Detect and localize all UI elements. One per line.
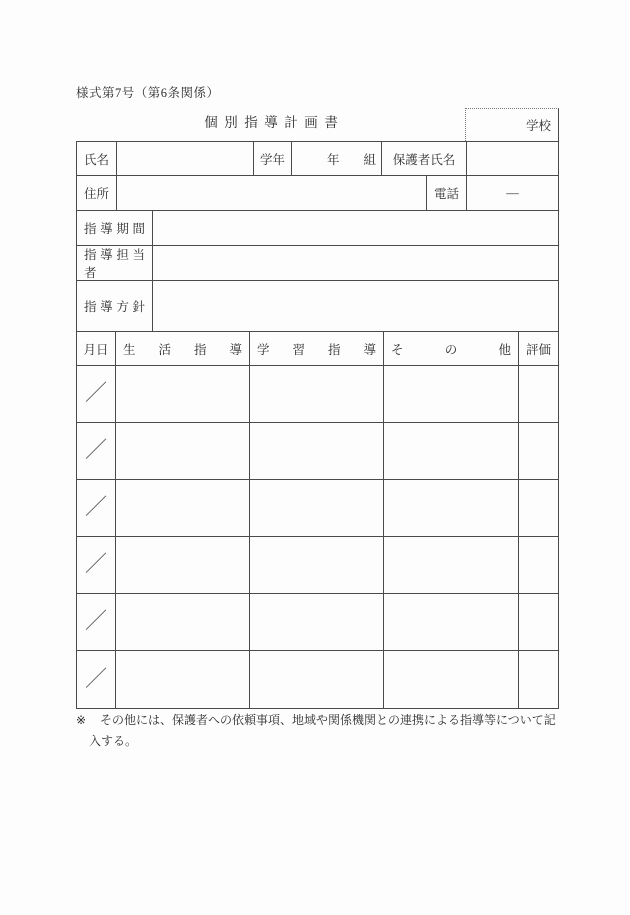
life-guidance-cell	[116, 594, 250, 650]
row-policy	[77, 281, 558, 332]
header-study-guidance: 学習指導	[250, 332, 384, 365]
other-cell	[384, 366, 519, 422]
date-slash-mark: ／	[84, 494, 107, 519]
date-cell	[77, 423, 116, 479]
form-code: 様式第7号（第6条関係）	[76, 86, 220, 100]
study-guidance-cell	[250, 537, 384, 593]
period-field	[153, 211, 558, 245]
log-row	[77, 423, 558, 480]
evaluation-cell	[519, 537, 558, 593]
date-cell	[77, 594, 116, 650]
other-cell	[384, 537, 519, 593]
footnote	[76, 710, 568, 752]
policy-field	[153, 281, 558, 331]
header-other: その他	[384, 332, 519, 365]
log-row	[77, 366, 558, 423]
school-label: 学校	[525, 119, 551, 133]
page-title: 個別指導計画書	[204, 115, 345, 130]
other-cell	[384, 480, 519, 536]
date-cell	[77, 480, 116, 536]
date-cell	[77, 366, 116, 422]
evaluation-cell	[519, 480, 558, 536]
date-slash-mark: ／	[84, 437, 107, 462]
other-cell	[384, 594, 519, 650]
other-cell	[384, 651, 519, 708]
log-header-row	[77, 332, 558, 366]
guardian-field	[467, 142, 558, 175]
study-guidance-cell	[250, 651, 384, 708]
grade-label: 学年	[254, 142, 292, 175]
period-label: 指導期間	[77, 211, 153, 245]
other-cell	[384, 423, 519, 479]
row-name	[77, 142, 558, 176]
row-period	[77, 211, 558, 246]
life-guidance-cell	[116, 423, 250, 479]
study-guidance-cell	[250, 480, 384, 536]
staff-label: 指導担当者	[77, 246, 153, 280]
log-row	[77, 537, 558, 594]
phone-field: —	[506, 185, 519, 200]
staff-field	[153, 246, 558, 280]
row-address	[77, 176, 558, 211]
date-cell	[77, 537, 116, 593]
school-box	[465, 108, 559, 141]
name-label: 氏名	[77, 142, 117, 175]
header-date: 月日	[77, 332, 116, 365]
year-class-field	[292, 142, 382, 175]
address-field	[117, 176, 427, 210]
footnote-text: その他には、保護者への依頼事項、地域や関係機関との連携による指導等について記	[100, 713, 556, 727]
log-row	[77, 594, 558, 651]
life-guidance-cell	[116, 366, 250, 422]
header-life-guidance: 生活指導	[116, 332, 250, 365]
header-evaluation: 評価	[525, 342, 551, 357]
evaluation-cell	[519, 423, 558, 479]
log-row	[77, 480, 558, 537]
life-guidance-cell	[116, 651, 250, 708]
footnote-line2: 入する。	[89, 734, 138, 748]
date-slash-mark: ／	[84, 665, 107, 691]
date-slash-mark: ／	[84, 380, 107, 405]
study-guidance-cell	[250, 366, 384, 422]
footnote-line1	[76, 710, 568, 731]
study-guidance-cell	[250, 594, 384, 650]
row-staff	[77, 246, 558, 281]
name-field	[117, 142, 254, 175]
date-slash-mark: ／	[84, 551, 107, 576]
log-row	[77, 651, 558, 708]
guardian-label: 保護者氏名	[382, 142, 467, 175]
life-guidance-cell	[116, 537, 250, 593]
study-guidance-cell	[250, 423, 384, 479]
year-label: 年	[326, 152, 340, 167]
evaluation-cell	[519, 594, 558, 650]
evaluation-cell	[519, 366, 558, 422]
life-guidance-cell	[116, 480, 250, 536]
evaluation-cell	[519, 651, 558, 708]
form-table	[76, 141, 559, 709]
policy-label: 指導方針	[77, 281, 153, 331]
address-label: 住所	[77, 176, 117, 210]
phone-label: 電話	[427, 176, 467, 210]
date-cell	[77, 651, 116, 708]
class-label: 組	[363, 152, 376, 167]
date-slash-mark: ／	[84, 608, 107, 633]
footnote-marker: ※	[76, 713, 87, 727]
